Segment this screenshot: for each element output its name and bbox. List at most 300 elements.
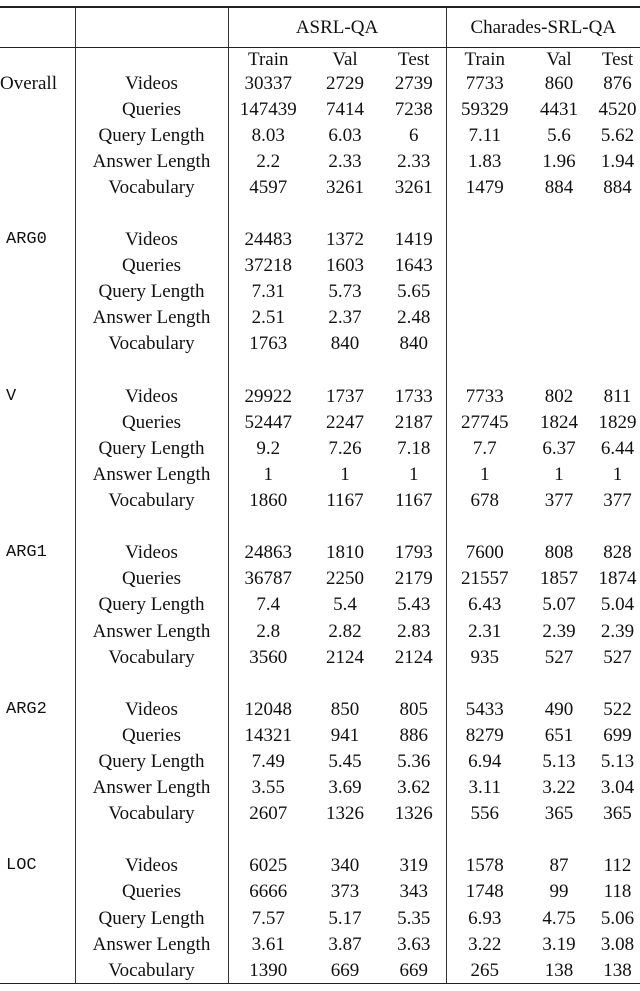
value-cell <box>523 331 595 357</box>
value-cell: 1860 <box>228 488 308 514</box>
value-cell: 1793 <box>394 542 433 564</box>
metric-label: Queries <box>75 253 228 279</box>
value-cell: 37218 <box>228 253 308 279</box>
table-row <box>0 461 640 487</box>
value-cell: 805 <box>399 698 428 720</box>
value-cell <box>446 331 523 357</box>
value-cell: 1763 <box>228 331 308 357</box>
value-cell <box>595 331 640 357</box>
table-row <box>0 618 640 644</box>
value-cell: 2.33 <box>328 150 362 172</box>
value-cell: 4.75 <box>542 907 576 929</box>
group-label: LOC <box>6 856 37 876</box>
empty-cell <box>382 200 446 226</box>
value-cell: 5.13 <box>542 750 576 772</box>
table-row <box>0 435 640 461</box>
table-row <box>0 488 640 514</box>
value-cell: 490 <box>544 698 574 720</box>
group-label <box>0 279 75 305</box>
group-label <box>0 748 75 774</box>
table-row <box>0 70 640 96</box>
value-cell: 3.19 <box>542 933 576 955</box>
empty-cell <box>523 200 595 226</box>
value-cell: 3261 <box>394 176 433 198</box>
value-cell: 1737 <box>326 385 364 407</box>
value-cell: 7733 <box>446 70 523 96</box>
value-cell: 7.57 <box>228 905 308 931</box>
value-cell <box>523 227 595 253</box>
value-cell: 3.11 <box>446 775 523 801</box>
value-cell <box>595 227 640 253</box>
value-cell: 2.51 <box>228 305 308 331</box>
group-label <box>0 331 75 357</box>
value-cell: 112 <box>603 855 632 877</box>
value-cell: 87 <box>549 855 569 877</box>
table-row <box>0 383 640 409</box>
value-cell <box>446 305 523 331</box>
value-cell: 884 <box>603 176 632 198</box>
metric-label: Videos <box>75 696 228 722</box>
metric-label: Query Length <box>75 435 228 461</box>
value-cell: 5.43 <box>397 594 431 616</box>
empty-cell <box>523 827 595 853</box>
metric-label: Queries <box>75 879 228 905</box>
value-cell <box>595 253 640 279</box>
group-label <box>0 96 75 122</box>
value-cell: 138 <box>595 957 640 984</box>
table-row <box>0 748 640 774</box>
value-cell: 2124 <box>394 646 433 668</box>
value-cell: 365 <box>603 803 632 825</box>
value-cell: 7.49 <box>228 748 308 774</box>
group-label <box>0 305 75 331</box>
metric-label: Query Length <box>75 122 228 148</box>
metric-label: Answer Length <box>75 931 228 957</box>
value-cell: 5.6 <box>547 124 571 146</box>
value-cell: 6.44 <box>600 437 635 459</box>
value-cell: 5.45 <box>328 750 362 772</box>
metric-label: Queries <box>75 566 228 592</box>
empty-cell <box>228 200 308 226</box>
table-row <box>0 566 640 592</box>
value-cell: 1 <box>340 463 350 485</box>
value-cell: 1479 <box>446 174 523 200</box>
empty-cell <box>308 514 382 540</box>
value-cell: 7.4 <box>228 592 308 618</box>
group-label <box>0 566 75 592</box>
value-cell: 6666 <box>228 879 308 905</box>
empty-cell <box>228 670 308 696</box>
value-cell: 6.37 <box>542 437 576 459</box>
value-cell: 1419 <box>394 229 433 251</box>
value-cell: 850 <box>330 698 360 720</box>
table-row <box>0 592 640 618</box>
empty-cell <box>446 357 523 383</box>
value-cell: 941 <box>330 724 360 746</box>
empty-cell <box>75 357 228 383</box>
metric-label: Queries <box>75 722 228 748</box>
value-cell: 5.73 <box>328 281 362 303</box>
value-cell: 5.35 <box>397 907 431 929</box>
empty-cell <box>595 670 640 696</box>
asrl-qa-header: ASRL-QA <box>228 7 446 48</box>
value-cell: 5433 <box>446 696 523 722</box>
value-cell: 527 <box>603 646 632 668</box>
value-cell: 6.93 <box>446 905 523 931</box>
empty-cell <box>446 670 523 696</box>
table-row <box>0 253 640 279</box>
metric-label: Answer Length <box>75 618 228 644</box>
value-cell: 2.82 <box>328 620 362 642</box>
value-cell: 1326 <box>326 803 364 825</box>
value-cell: 6 <box>409 124 419 146</box>
table-row <box>0 931 640 957</box>
table-row <box>0 722 640 748</box>
value-cell: 5.62 <box>600 124 635 146</box>
empty-cell <box>523 514 595 540</box>
group-label <box>0 461 75 487</box>
empty-cell <box>228 357 308 383</box>
table-row <box>0 905 640 931</box>
group-label <box>0 957 75 984</box>
metric-label: Videos <box>75 540 228 566</box>
value-cell: 1372 <box>326 229 364 251</box>
value-cell: 340 <box>330 855 360 877</box>
empty-cell <box>595 200 640 226</box>
metric-label: Query Length <box>75 592 228 618</box>
empty-cell <box>75 670 228 696</box>
group-label <box>0 775 75 801</box>
value-cell: 6025 <box>228 853 308 879</box>
value-cell: 1874 <box>598 568 637 590</box>
group-label <box>0 174 75 200</box>
metric-label: Vocabulary <box>75 331 228 357</box>
value-cell: 527 <box>544 646 574 668</box>
spacer-row <box>0 514 640 540</box>
value-cell <box>523 305 595 331</box>
group-label: V <box>6 386 17 406</box>
table-row <box>0 148 640 174</box>
value-cell: 1326 <box>394 803 433 825</box>
empty-cell <box>446 200 523 226</box>
value-cell: 3.87 <box>328 933 362 955</box>
empty-cell <box>523 357 595 383</box>
group-label: Overall <box>0 72 57 94</box>
group-label <box>0 722 75 748</box>
value-cell: 29922 <box>228 383 308 409</box>
empty-cell <box>308 670 382 696</box>
value-cell: 1 <box>409 463 419 485</box>
value-cell: 2.39 <box>542 620 576 642</box>
value-cell: 373 <box>330 881 360 903</box>
value-cell: 5.04 <box>600 594 635 616</box>
value-cell: 840 <box>330 333 360 355</box>
value-cell: 2.39 <box>600 620 635 642</box>
metric-label: Queries <box>75 409 228 435</box>
value-cell: 24863 <box>228 540 308 566</box>
value-cell: 7.26 <box>328 437 362 459</box>
value-cell: 118 <box>603 881 632 903</box>
empty-cell <box>228 827 308 853</box>
value-cell: 1578 <box>446 853 523 879</box>
group-label <box>0 148 75 174</box>
value-cell: 1 <box>446 461 523 487</box>
table-row <box>0 696 640 722</box>
value-cell: 7238 <box>394 98 433 120</box>
value-cell: 6.43 <box>446 592 523 618</box>
value-cell: 840 <box>399 333 428 355</box>
group-label <box>0 592 75 618</box>
empty-cell <box>595 827 640 853</box>
value-cell: 669 <box>308 957 382 984</box>
value-cell: 935 <box>446 644 523 670</box>
table-row <box>0 644 640 670</box>
value-cell: 4431 <box>540 98 578 120</box>
value-cell: 1390 <box>228 957 308 984</box>
metric-label: Videos <box>75 227 228 253</box>
table-row <box>0 279 640 305</box>
empty-cell <box>0 48 75 71</box>
value-cell: 3.61 <box>228 931 308 957</box>
value-cell: 12048 <box>228 696 308 722</box>
value-cell: 2.83 <box>397 620 431 642</box>
value-cell: 1.96 <box>542 150 576 172</box>
table-row <box>0 775 640 801</box>
value-cell: 7414 <box>326 98 364 120</box>
value-cell: 5.06 <box>600 907 635 929</box>
metric-label: Answer Length <box>75 775 228 801</box>
dataset-statistics-table <box>0 6 640 984</box>
table-row <box>0 879 640 905</box>
value-cell: 5.17 <box>328 907 362 929</box>
value-cell: 3.22 <box>446 931 523 957</box>
metric-label: Vocabulary <box>75 957 228 984</box>
empty-header-cell <box>0 7 75 48</box>
empty-cell <box>75 514 228 540</box>
empty-cell <box>595 514 640 540</box>
table-row <box>0 331 640 357</box>
value-cell: 365 <box>544 803 574 825</box>
empty-cell <box>595 357 640 383</box>
split-header-train: Train <box>446 48 523 71</box>
split-header-val: Val <box>546 48 572 70</box>
value-cell: 8.03 <box>228 122 308 148</box>
empty-cell <box>382 827 446 853</box>
table-row <box>0 957 640 984</box>
value-cell: 2729 <box>326 72 364 94</box>
value-cell: 1824 <box>540 411 578 433</box>
empty-cell <box>523 670 595 696</box>
value-cell: 3.62 <box>397 777 431 799</box>
value-cell: 2187 <box>394 411 433 433</box>
value-cell <box>446 279 523 305</box>
empty-cell <box>75 48 228 71</box>
value-cell <box>595 305 640 331</box>
empty-cell <box>382 514 446 540</box>
value-cell: 5.07 <box>542 594 576 616</box>
table-row <box>0 96 640 122</box>
spacer-row <box>0 670 640 696</box>
value-cell: 1748 <box>446 879 523 905</box>
spacer-row <box>0 200 640 226</box>
value-cell: 1.94 <box>600 150 635 172</box>
value-cell: 265 <box>446 957 523 984</box>
group-label: ARG2 <box>6 699 47 719</box>
value-cell: 556 <box>446 801 523 827</box>
empty-cell <box>0 200 75 226</box>
value-cell: 27745 <box>446 409 523 435</box>
metric-label: Answer Length <box>75 461 228 487</box>
metric-label: Videos <box>75 70 228 96</box>
value-cell: 1857 <box>540 568 578 590</box>
value-cell: 669 <box>382 957 446 984</box>
metric-label: Answer Length <box>75 148 228 174</box>
empty-cell <box>75 200 228 226</box>
spacer-row <box>0 827 640 853</box>
value-cell: 3.55 <box>228 775 308 801</box>
value-cell: 5.36 <box>397 750 431 772</box>
value-cell: 522 <box>603 698 632 720</box>
group-label <box>0 435 75 461</box>
value-cell: 99 <box>549 881 569 903</box>
group-label <box>0 253 75 279</box>
group-label <box>0 931 75 957</box>
value-cell: 1 <box>554 463 564 485</box>
header-row <box>0 7 640 48</box>
empty-cell <box>308 200 382 226</box>
value-cell: 1603 <box>326 255 364 277</box>
metric-label: Queries <box>75 96 228 122</box>
value-cell: 2607 <box>228 801 308 827</box>
empty-cell <box>382 670 446 696</box>
empty-cell <box>308 827 382 853</box>
value-cell: 1810 <box>326 542 364 564</box>
value-cell: 1167 <box>395 490 433 512</box>
value-cell: 1 <box>612 463 623 485</box>
value-cell: 4597 <box>228 174 308 200</box>
value-cell: 828 <box>603 542 632 564</box>
value-cell: 2.2 <box>228 148 308 174</box>
empty-cell <box>382 357 446 383</box>
value-cell: 14321 <box>228 722 308 748</box>
value-cell: 678 <box>446 488 523 514</box>
table-row <box>0 409 640 435</box>
table-row <box>0 853 640 879</box>
value-cell <box>523 253 595 279</box>
empty-cell <box>228 514 308 540</box>
value-cell: 30337 <box>228 70 308 96</box>
group-label <box>0 801 75 827</box>
value-cell: 2124 <box>326 646 364 668</box>
metric-label: Vocabulary <box>75 644 228 670</box>
value-cell: 2.8 <box>228 618 308 644</box>
split-header-test: Test <box>398 48 430 70</box>
value-cell: 2250 <box>326 568 364 590</box>
group-label <box>0 488 75 514</box>
value-cell: 7.31 <box>228 279 308 305</box>
table-row <box>0 540 640 566</box>
value-cell: 3.08 <box>600 933 635 955</box>
group-label: ARG0 <box>6 230 47 250</box>
empty-cell <box>0 827 75 853</box>
value-cell: 860 <box>544 72 574 94</box>
value-cell: 36787 <box>228 566 308 592</box>
group-label <box>0 122 75 148</box>
metric-label: Query Length <box>75 905 228 931</box>
metric-label: Answer Length <box>75 305 228 331</box>
group-label <box>0 409 75 435</box>
value-cell <box>595 279 640 305</box>
value-cell: 21557 <box>446 566 523 592</box>
value-cell: 2.33 <box>397 150 431 172</box>
value-cell: 1643 <box>394 255 433 277</box>
value-cell: 808 <box>544 542 574 564</box>
metric-label: Videos <box>75 853 228 879</box>
value-cell: 2.48 <box>397 307 431 329</box>
value-cell: 4520 <box>598 98 637 120</box>
value-cell <box>523 279 595 305</box>
value-cell: 59329 <box>446 96 523 122</box>
value-cell: 138 <box>523 957 595 984</box>
metric-label: Query Length <box>75 279 228 305</box>
value-cell: 319 <box>399 855 428 877</box>
value-cell: 1167 <box>326 490 364 512</box>
value-cell: 886 <box>399 724 428 746</box>
value-cell: 802 <box>544 385 574 407</box>
group-label: ARG1 <box>6 543 47 563</box>
value-cell: 3261 <box>326 176 364 198</box>
empty-cell <box>446 827 523 853</box>
value-cell: 147439 <box>228 96 308 122</box>
split-header-train: Train <box>228 48 308 71</box>
value-cell: 6.94 <box>446 748 523 774</box>
empty-cell <box>0 514 75 540</box>
value-cell: 7733 <box>446 383 523 409</box>
empty-cell <box>0 357 75 383</box>
split-header-row <box>0 48 640 71</box>
split-header-val: Val <box>332 48 358 70</box>
value-cell: 7.11 <box>446 122 523 148</box>
value-cell: 3560 <box>228 644 308 670</box>
value-cell: 3.04 <box>600 777 635 799</box>
empty-header-cell <box>75 7 228 48</box>
value-cell: 3.63 <box>397 933 431 955</box>
value-cell: 377 <box>603 490 632 512</box>
value-cell: 811 <box>603 385 632 407</box>
value-cell: 2179 <box>394 568 433 590</box>
value-cell: 377 <box>544 490 574 512</box>
value-cell: 7.7 <box>446 435 523 461</box>
value-cell: 7.18 <box>397 437 431 459</box>
value-cell: 1 <box>228 461 308 487</box>
table-row <box>0 801 640 827</box>
empty-cell <box>75 827 228 853</box>
value-cell: 8279 <box>446 722 523 748</box>
group-label <box>0 905 75 931</box>
empty-cell <box>0 670 75 696</box>
value-cell: 343 <box>399 881 428 903</box>
metric-label: Vocabulary <box>75 174 228 200</box>
metric-label: Vocabulary <box>75 801 228 827</box>
group-label <box>0 618 75 644</box>
value-cell <box>446 227 523 253</box>
value-cell: 52447 <box>228 409 308 435</box>
empty-cell <box>308 357 382 383</box>
value-cell: 699 <box>603 724 632 746</box>
value-cell: 2.31 <box>446 618 523 644</box>
value-cell: 3.22 <box>542 777 576 799</box>
value-cell: 876 <box>603 72 632 94</box>
